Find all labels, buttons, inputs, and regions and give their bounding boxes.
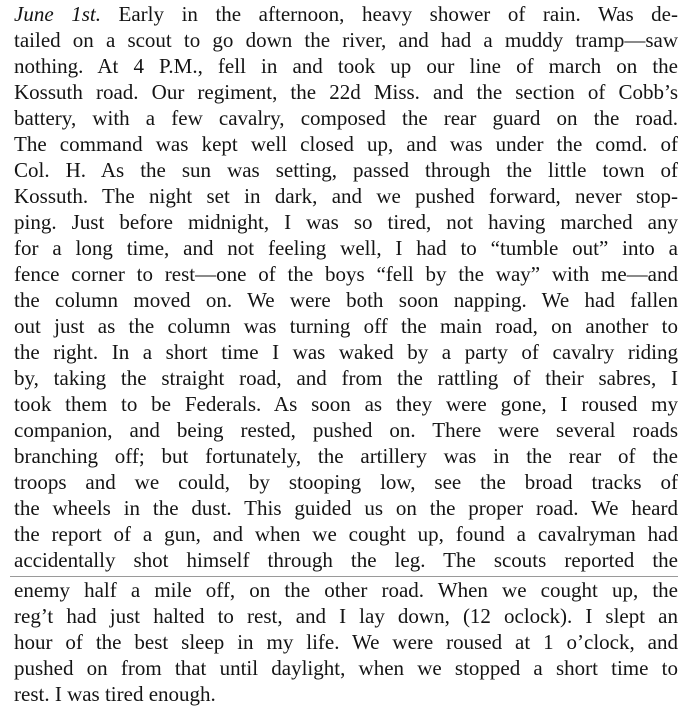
text-line-2: tailed on a scout to go down the river, and had a muddy tramp—saw [14, 28, 678, 52]
text-line-14: the right. In a short time I was waked by a party of cavalry riding [14, 340, 678, 364]
text-line-12: the column moved on. We were both soon napping. We had fallen [14, 288, 678, 312]
text-line-8: Kossuth. The night set in dark, and we pushed forward, never stop- [14, 184, 678, 208]
text-line-7: Col. H. As the sun was setting, passed through the little town of [14, 158, 678, 182]
text-line-1-body: Early in the afternoon, heavy shower of rain. Was de- [100, 2, 678, 26]
text-line-1 [14, 0, 678, 28]
text-line-6: The command was kept well closed up, and was under the comd. of [14, 132, 678, 156]
text-line-21: the report of a gun, and when we cought up, found a cavalryman had [14, 522, 678, 546]
text-line-26: pushed on from that until daylight, when we stopped a short time to [14, 656, 678, 680]
text-line-24: reg’t had just halted to rest, and I lay down, (12 oclock). I slept an [14, 604, 678, 628]
text-line-27: rest. I was tired enough. [14, 682, 216, 706]
text-line-16: took them to be Federals. As soon as they were gone, I roused my [14, 392, 678, 416]
text-line-23: enemy half a mile off, on the other road. When we cought up, the [14, 578, 678, 602]
text-line-17: companion, and being rested, pushed on. There were several roads [14, 418, 678, 442]
text-line-20: the wheels in the dust. This guided us on the proper road. We heard [14, 496, 678, 520]
text-line-25: hour of the best sleep in my life. We were roused at 1 o’clock, and [14, 630, 678, 654]
text-line-4: Kossuth road. Our regiment, the 22d Miss. and the section of Cobb’s [14, 80, 678, 104]
text-line-11: fence corner to rest—one of the boys “fell by the way” with me—and [14, 262, 678, 286]
text-line-15: by, taking the straight road, and from the rattling of their sabres, I [14, 366, 678, 390]
entry-date: June 1st. [14, 2, 101, 26]
text-line-22: accidentally shot himself through the leg. The scouts reported the [14, 548, 678, 572]
text-line-19: troops and we could, by stooping low, see the broad tracks of [14, 470, 678, 494]
text-line-13: out just as the column was turning off the main road, on another to [14, 314, 678, 338]
text-line-18: branching off; but fortunately, the artillery was in the rear of the [14, 444, 678, 468]
text-line-10: for a long time, and not feeling well, I had to “tumble out” into a [14, 236, 678, 260]
text-line-9: ping. Just before midnight, I was so tired, not having marched any [14, 210, 678, 234]
text-line-5: battery, with a few cavalry, composed the rear guard on the road. [14, 106, 678, 130]
text-line-3: nothing. At 4 P.M., fell in and took up our line of march on the [14, 54, 678, 78]
